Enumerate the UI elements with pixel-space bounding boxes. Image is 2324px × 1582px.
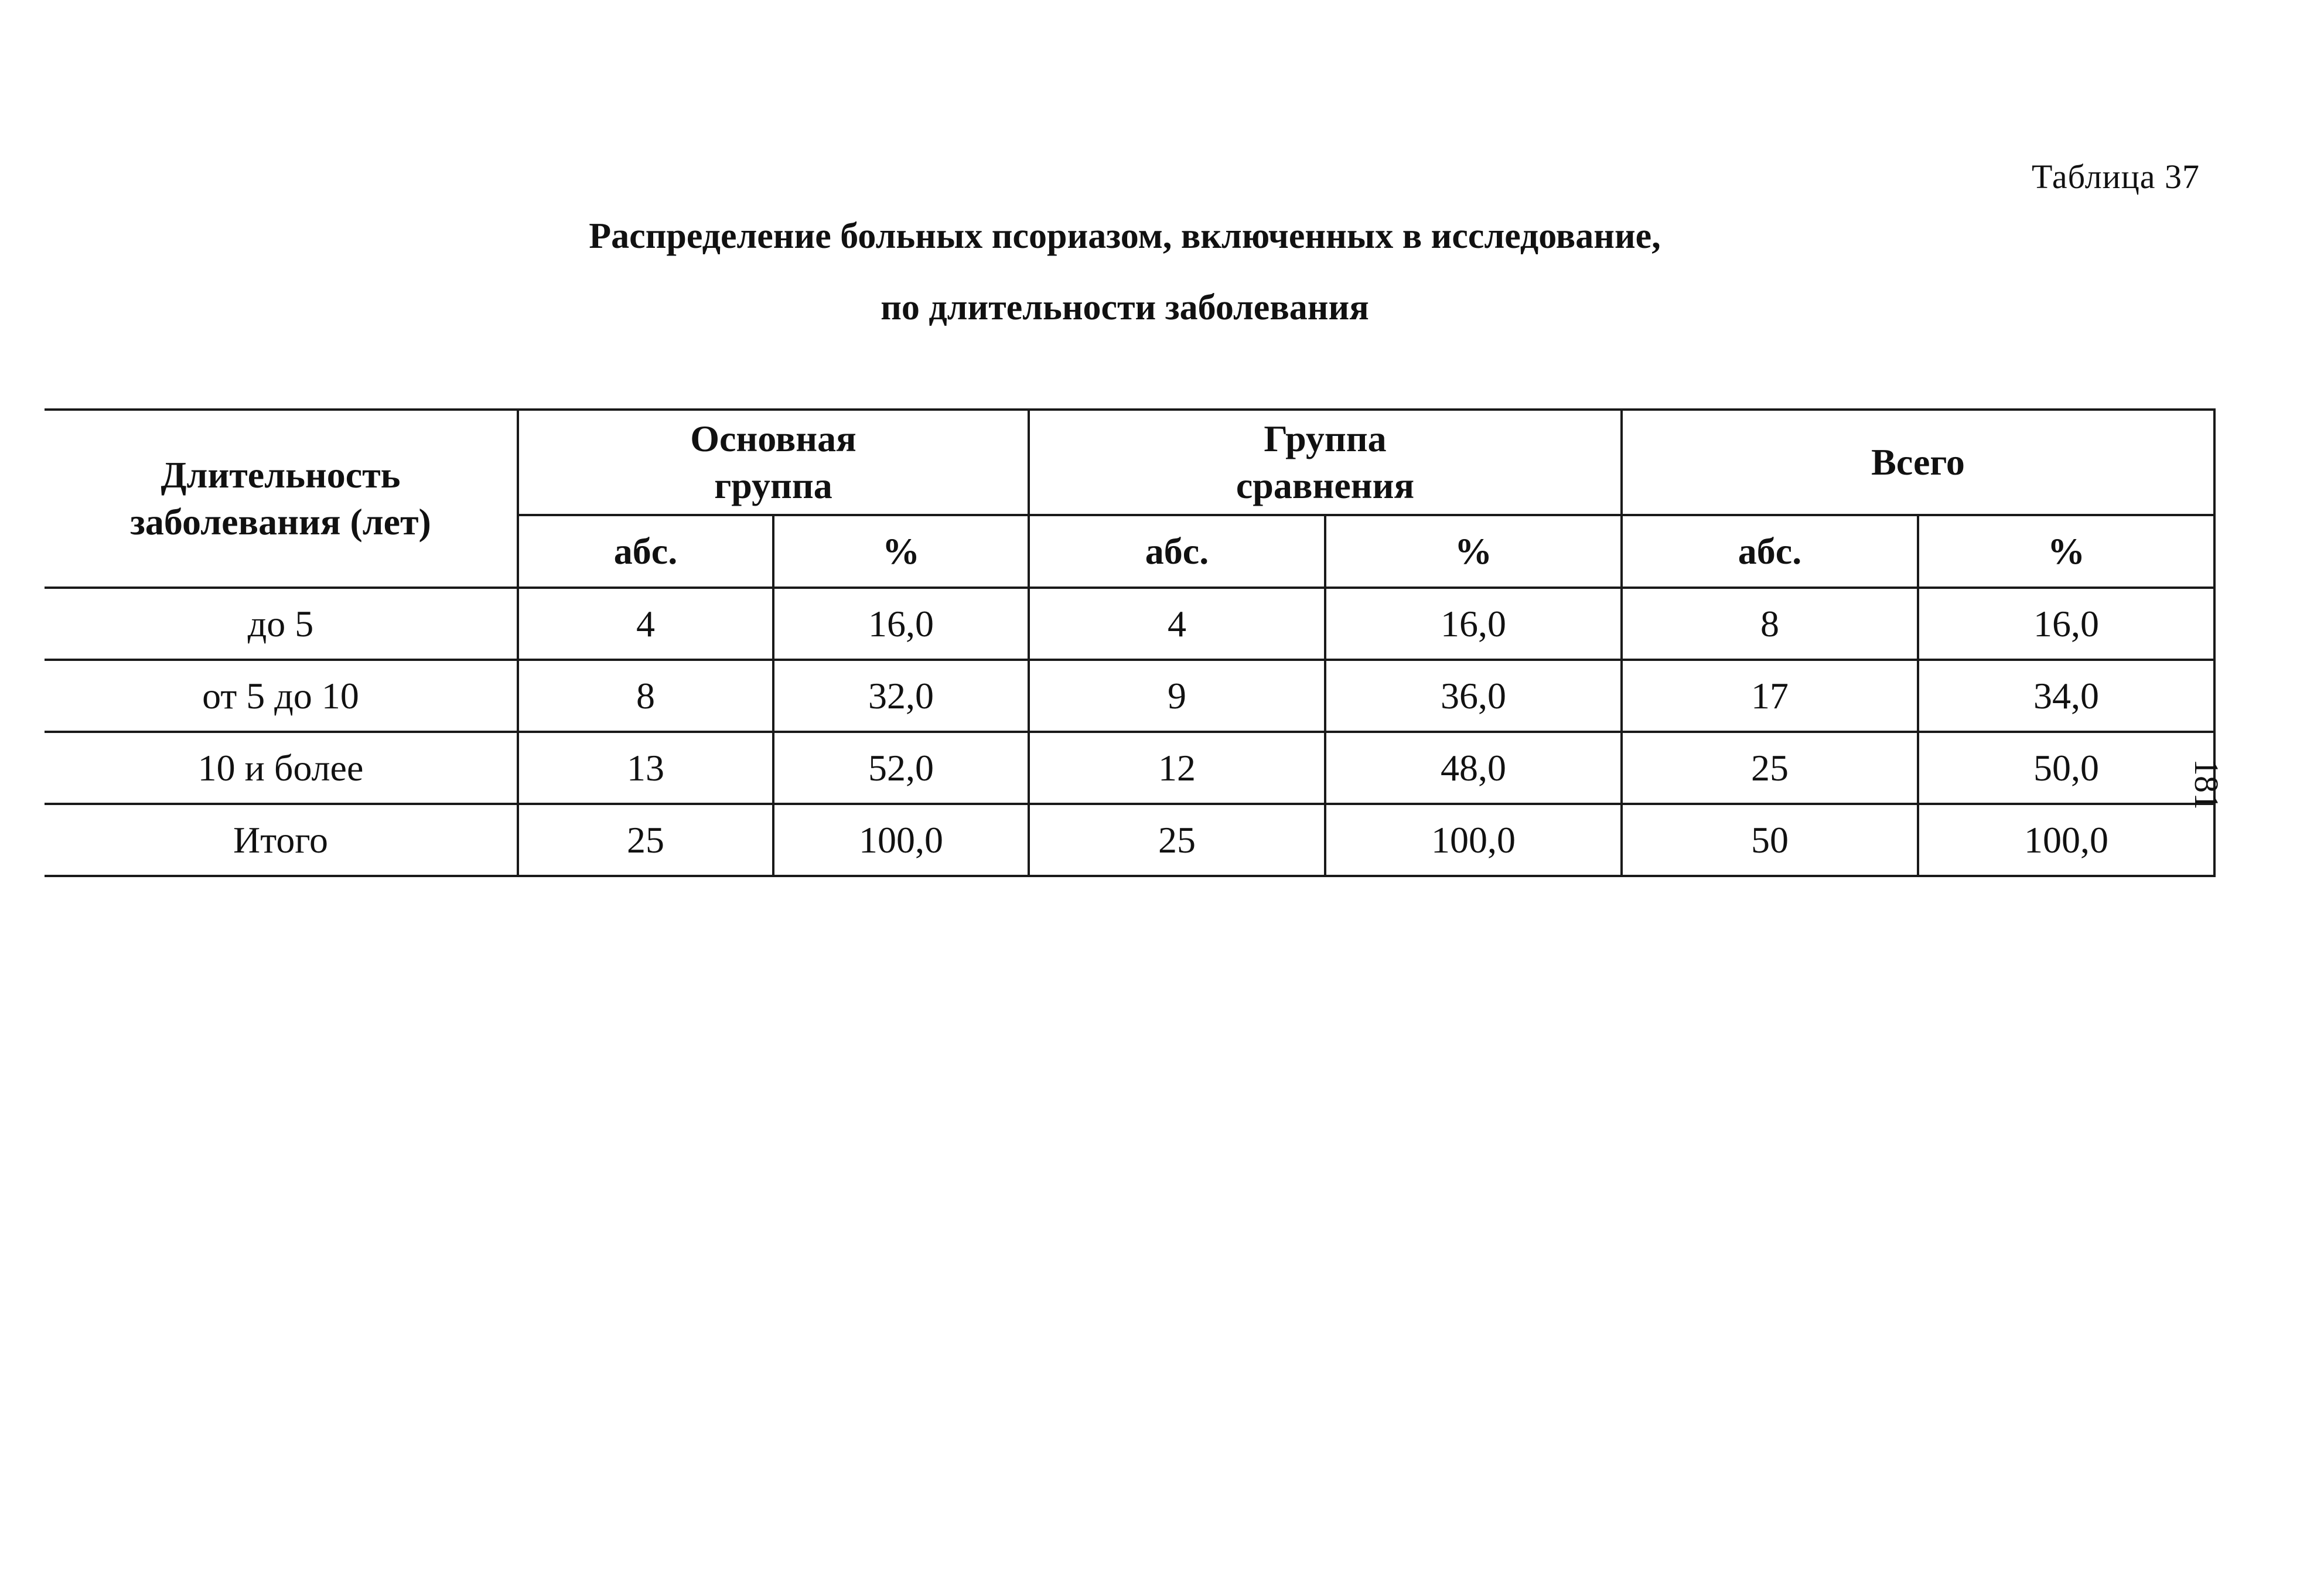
cell-comparison-percent: 100,0: [1325, 804, 1622, 876]
subheader-comparison-abs: абс.: [1029, 515, 1325, 588]
table-title-line-1: Распределение больных псориазом, включенных в исследование,: [589, 216, 1661, 256]
cell-comparison-percent: 36,0: [1325, 660, 1622, 732]
cell-main-percent: 16,0: [773, 588, 1029, 660]
cell-total-percent: 100,0: [1918, 804, 2214, 876]
cell-total-abs: 8: [1622, 588, 1918, 660]
group-header-comparison: [1029, 410, 1622, 515]
table-row: [45, 732, 2214, 804]
row-header-duration-text: Длительность заболевания (лет): [130, 454, 431, 543]
cell-comparison-abs: 25: [1029, 804, 1325, 876]
table-row: [45, 660, 2214, 732]
cell-main-abs: 13: [518, 732, 773, 804]
cell-comparison-percent: 16,0: [1325, 588, 1622, 660]
subheader-comparison-percent: %: [1325, 515, 1622, 588]
subheader-total-percent: %: [1918, 515, 2214, 588]
cell-total-percent: 34,0: [1918, 660, 2214, 732]
row-label: до 5: [45, 588, 518, 660]
group-header-main-text: Основная группа: [690, 418, 856, 506]
cell-comparison-abs: 4: [1029, 588, 1325, 660]
cell-comparison-percent: 48,0: [1325, 732, 1622, 804]
row-label: Итого: [45, 804, 518, 876]
table-row-total: [45, 804, 2214, 876]
cell-total-abs: 17: [1622, 660, 1918, 732]
cell-main-abs: 4: [518, 588, 773, 660]
cell-comparison-abs: 12: [1029, 732, 1325, 804]
subheader-main-percent: %: [773, 515, 1029, 588]
table-row: [45, 588, 2214, 660]
cell-main-percent: 100,0: [773, 804, 1029, 876]
table-label: Таблица 37: [2031, 158, 2200, 196]
group-header-total: [1622, 410, 2214, 515]
cell-total-percent: 50,0: [1918, 732, 2214, 804]
cell-total-percent: 16,0: [1918, 588, 2214, 660]
cell-main-percent: 32,0: [773, 660, 1029, 732]
subheader-total-abs: абс.: [1622, 515, 1918, 588]
group-header-comparison-text: Группа сравнения: [1236, 418, 1415, 506]
cell-main-abs: 25: [518, 804, 773, 876]
cell-total-abs: 50: [1622, 804, 1918, 876]
row-header-duration: [45, 410, 518, 588]
group-header-total-text: Всего: [1871, 441, 1965, 483]
row-label: 10 и более: [45, 732, 518, 804]
subheader-main-abs: абс.: [518, 515, 773, 588]
row-label: от 5 до 10: [45, 660, 518, 732]
group-header-main: [518, 410, 1029, 515]
cell-comparison-abs: 9: [1029, 660, 1325, 732]
cell-main-percent: 52,0: [773, 732, 1029, 804]
cell-main-abs: 8: [518, 660, 773, 732]
table-title-line-2: по длительности заболевания: [881, 288, 1369, 328]
header-row-groups: [45, 410, 2214, 515]
psoriasis-duration-table: [45, 408, 2216, 877]
page-number: 181: [2188, 759, 2226, 810]
cell-total-abs: 25: [1622, 732, 1918, 804]
